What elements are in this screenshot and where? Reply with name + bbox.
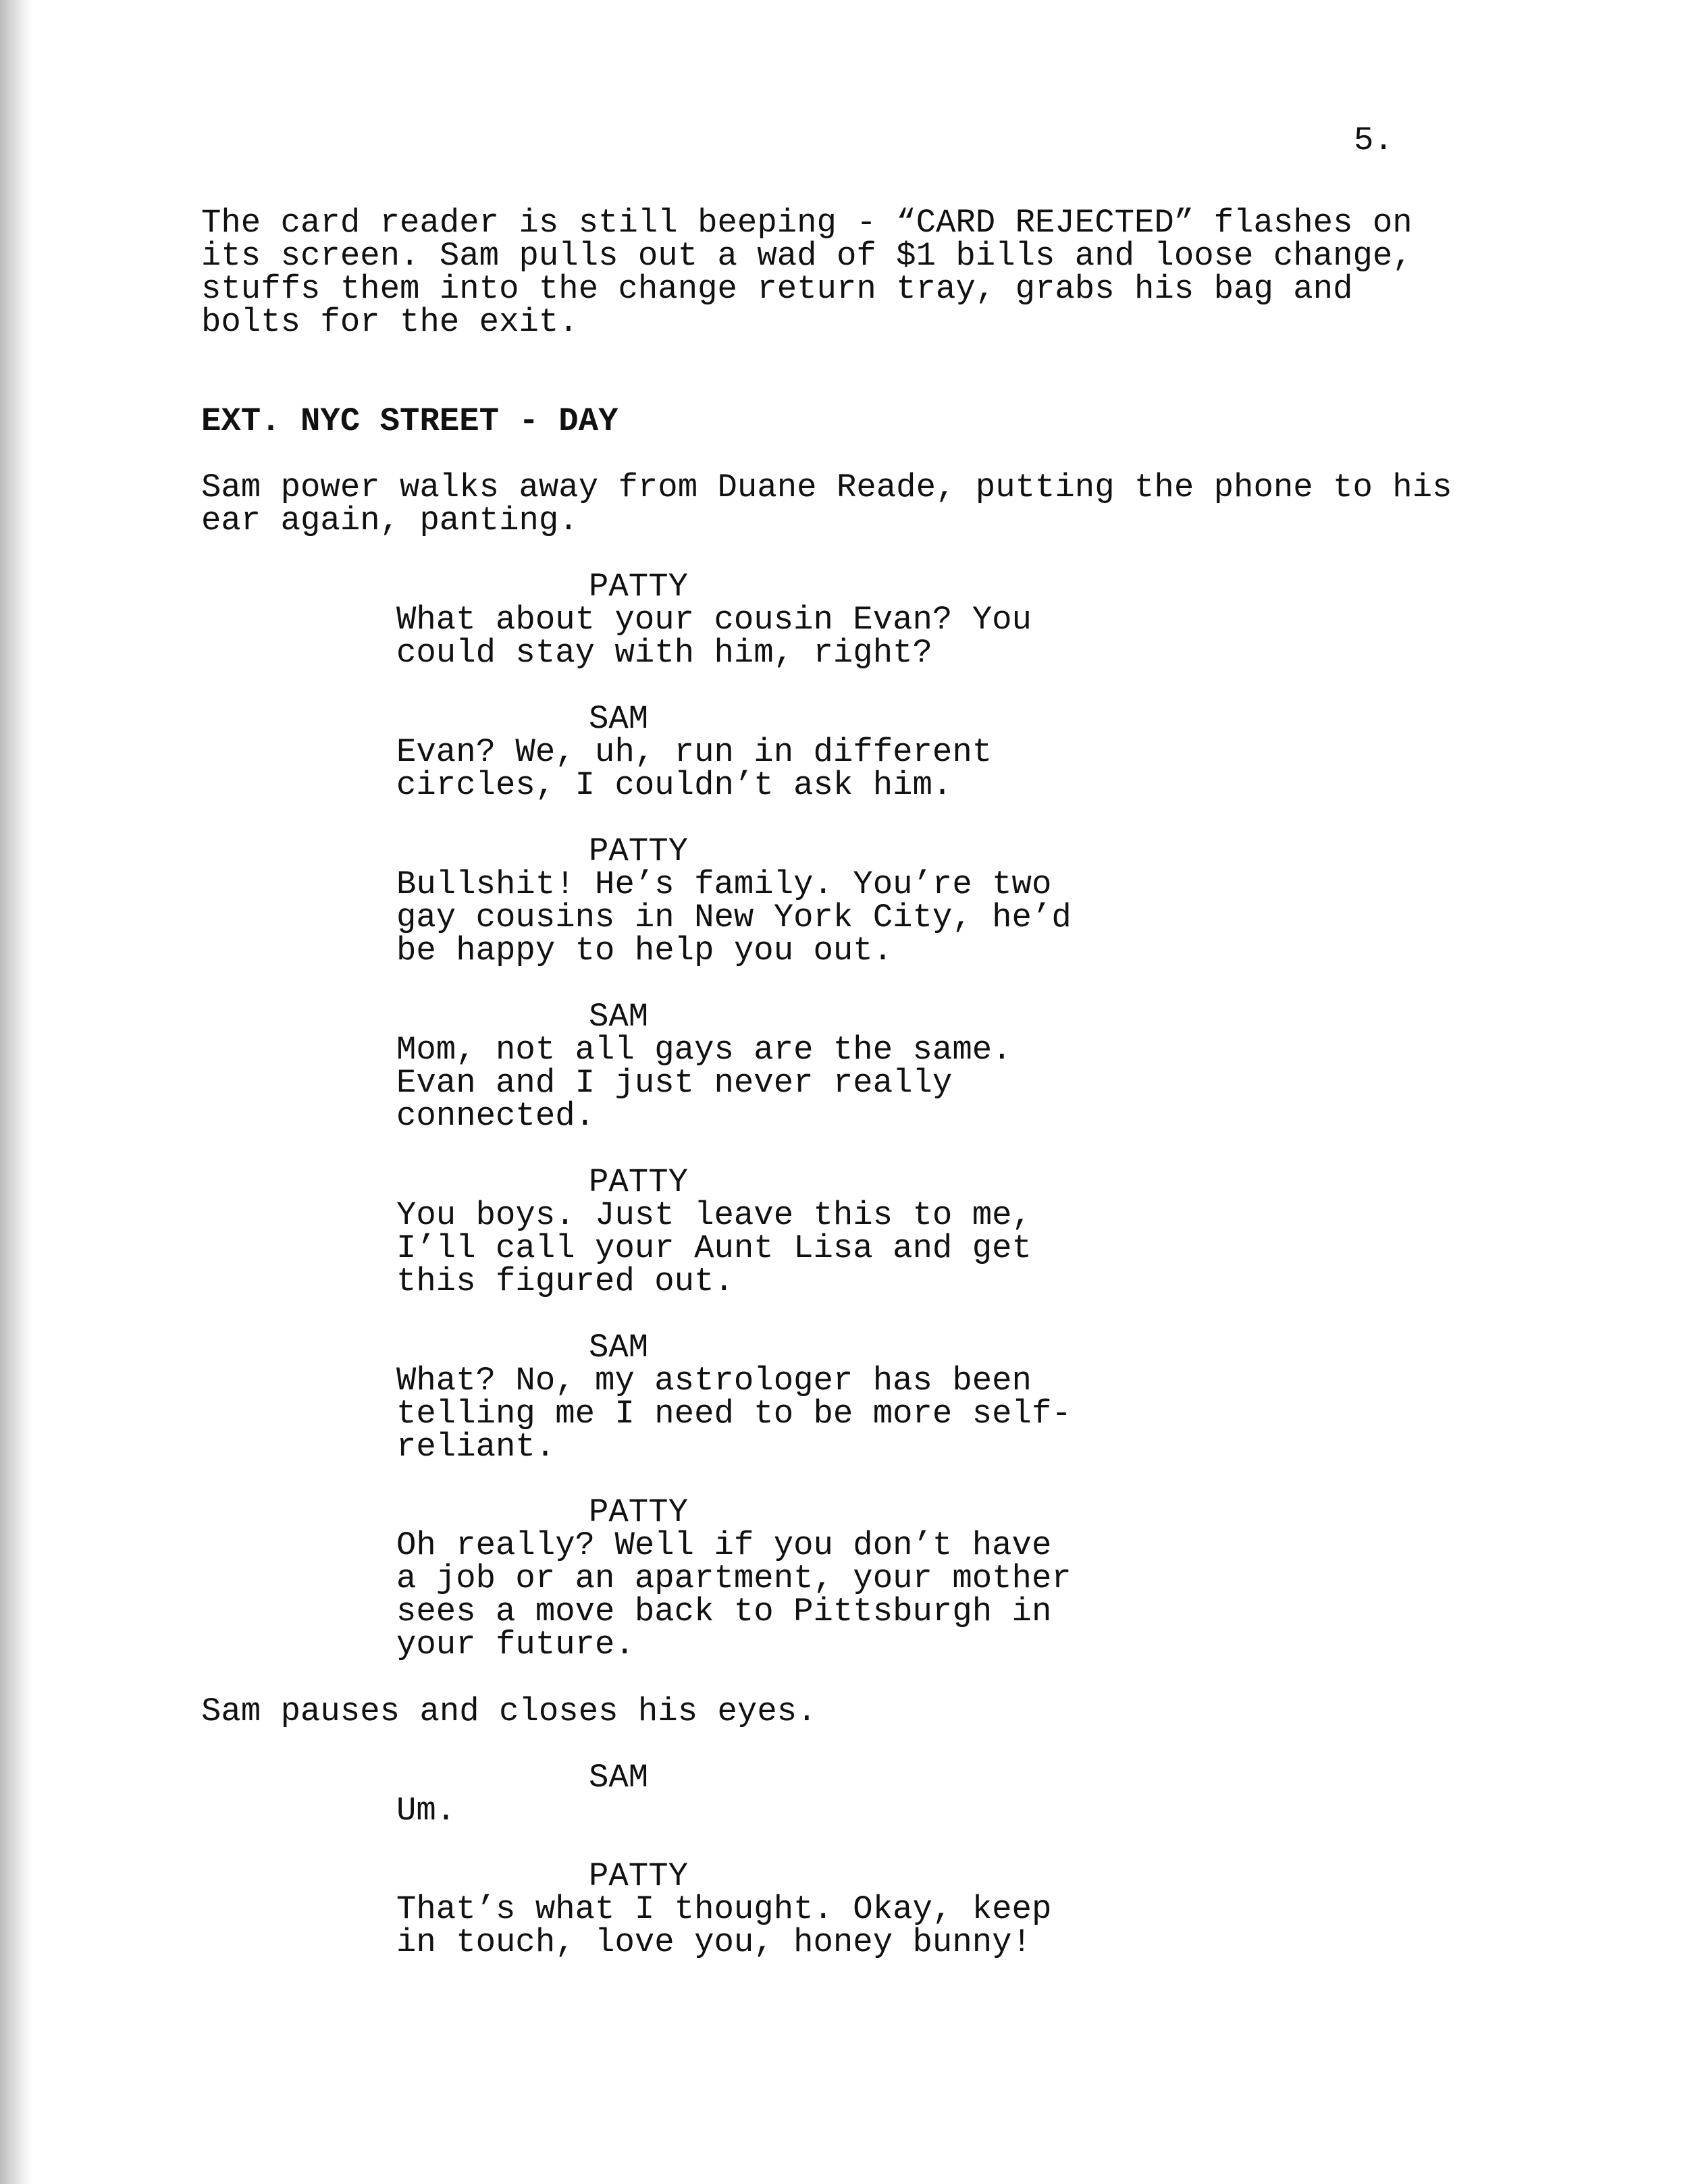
character-name: PATTY <box>589 1857 689 1895</box>
dialogue: That’s what I thought. Okay, keep in touch, love you, honey bunny! <box>396 1890 1052 1961</box>
action-line: The card reader is still beeping - “CARD REJECTED” flashes on its screen. Sam pulls out a wad of $1 bills and loose change, stuffs them into the change return tray, grabs his bag and bolts for the exit. <box>201 204 1413 341</box>
dialogue: Mom, not all gays are the same. Evan and I just never really connected. <box>396 1031 1012 1135</box>
page-number: 5. <box>1354 122 1394 159</box>
character-name: PATTY <box>589 1163 689 1201</box>
action-line: Sam pauses and closes his eyes. <box>201 1693 817 1730</box>
dialogue: Bullshit! He’s family. You’re two gay cousins in New York City, he’d be happy to help you out. <box>396 865 1072 969</box>
character-name: PATTY <box>589 832 689 870</box>
character-name: SAM <box>589 998 649 1036</box>
dialogue: Oh really? Well if you don’t have a job or an apartment, your mother sees a move back to Pittsburgh in your future. <box>396 1526 1072 1663</box>
action-line: Sam power walks away from Duane Reade, putting the phone to his ear again, panting. <box>201 469 1452 539</box>
dialogue: You boys. Just leave this to me, I’ll call your Aunt Lisa and get this figured out. <box>396 1196 1032 1300</box>
character-name: PATTY <box>589 1493 689 1531</box>
character-name: SAM <box>589 1329 649 1366</box>
scene-heading: EXT. NYC STREET - DAY <box>201 402 618 440</box>
dialogue: What? No, my astrologer has been telling me I need to be more self- reliant. <box>396 1362 1072 1466</box>
dialogue: Um. <box>396 1792 456 1830</box>
character-name: PATTY <box>589 568 689 606</box>
character-name: SAM <box>589 1759 649 1796</box>
dialogue: Evan? We, uh, run in different circles, I couldn’t ask him. <box>396 733 993 804</box>
character-name: SAM <box>589 700 649 738</box>
dialogue: What about your cousin Evan? You could stay with him, right? <box>396 601 1032 672</box>
